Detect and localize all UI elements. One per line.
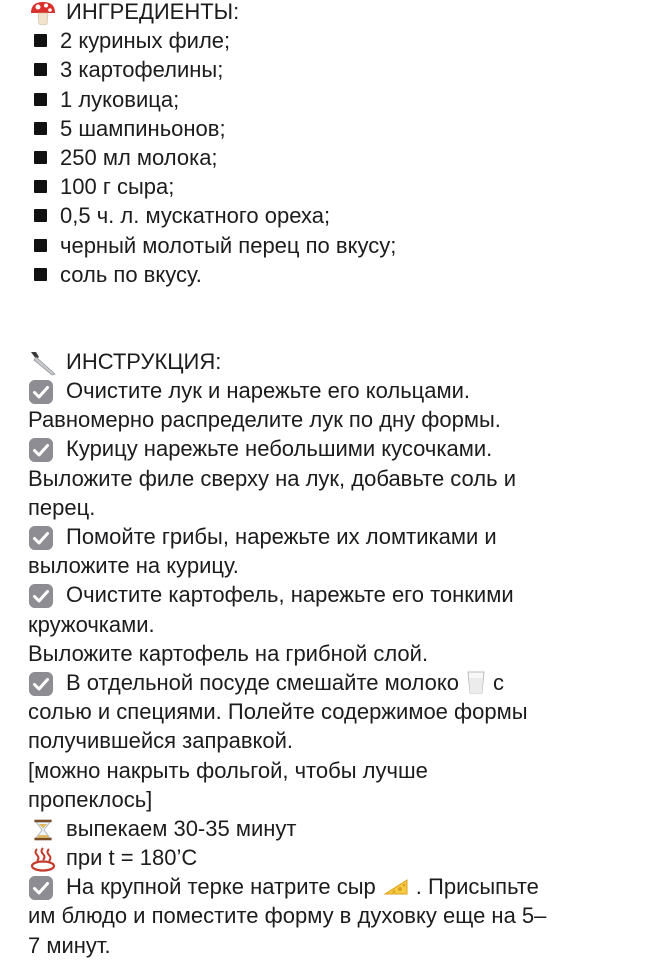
note-line: пропеклось] — [28, 786, 153, 812]
list-item: 250 мл молока; — [0, 143, 648, 172]
step-line: перец. — [28, 494, 96, 520]
step-line: В отдельной посуде смешайте молоко с — [0, 668, 648, 697]
instructions-title: ИНСТРУКЦИЯ: — [66, 348, 222, 374]
section-spacer — [0, 289, 648, 347]
step-line: Очистите картофель, нарежьте его тонкими — [0, 580, 648, 609]
step-line: Равномерно распределите лук по дну формы. — [28, 407, 501, 433]
list-item: 5 шампиньонов; — [0, 114, 648, 143]
ingredients-header — [0, 0, 648, 26]
bullet-square-icon — [34, 209, 47, 222]
list-item: 3 картофелины; — [0, 55, 648, 84]
step-line: выложите на курицу. — [28, 553, 239, 579]
bullet-square-icon — [34, 63, 47, 76]
step-line: получившейся заправкой. — [28, 728, 294, 754]
bullet-square-icon — [34, 180, 47, 193]
step-line: Выложите картофель на грибной слой. — [28, 640, 429, 666]
bake-time-line: выпекаем 30-35 минут — [0, 814, 648, 843]
check-box-icon — [29, 438, 53, 462]
milk-glass-icon — [465, 670, 487, 694]
step-line: Курицу нарежьте небольшими кусочками. — [0, 434, 648, 463]
bullet-square-icon — [34, 268, 47, 281]
instructions-header — [0, 347, 648, 376]
bullet-square-icon — [34, 93, 47, 106]
step-line: Выложите филе сверху на лук, добавьте соль и — [28, 465, 516, 491]
step-line: Помойте грибы, нарежьте их ломтиками и — [0, 522, 648, 551]
step-line: им блюдо и поместите форму в духовку еще на 5– — [28, 903, 547, 929]
step-line: 7 минут. — [28, 932, 111, 958]
list-item: соль по вкусу. — [0, 260, 648, 289]
list-item: черный молотый перец по вкусу; — [0, 231, 648, 260]
list-item: 100 г сыра; — [0, 172, 648, 201]
hot-springs-icon — [29, 846, 57, 872]
check-box-icon — [29, 672, 53, 696]
bullet-square-icon — [34, 151, 47, 164]
bake-temp-line: при t = 180’С — [0, 843, 648, 872]
check-box-icon — [29, 526, 53, 550]
hourglass-icon — [31, 817, 55, 843]
step-line: солью и специями. Полейте содержимое формы — [28, 699, 528, 725]
check-box-icon — [29, 380, 53, 404]
bullet-square-icon — [34, 34, 47, 47]
knife-icon — [29, 350, 57, 376]
note-line: [можно накрыть фольгой, чтобы лучше — [28, 757, 428, 783]
bullet-square-icon — [34, 122, 47, 135]
step-line: На крупной терке натрите сыр . Присыпьте — [0, 872, 648, 901]
mushroom-icon — [29, 0, 57, 26]
list-item: 2 куриных филе; — [0, 26, 648, 55]
ingredients-title: ИНГРЕДИЕНТЫ: — [66, 0, 240, 24]
check-box-icon — [29, 584, 53, 608]
check-box-icon — [29, 876, 53, 900]
list-item: 0,5 ч. л. мускатного ореха; — [0, 201, 648, 230]
bullet-square-icon — [34, 239, 47, 252]
cheese-icon — [382, 874, 410, 898]
step-line: кружочками. — [28, 611, 155, 637]
step-line: Очистите лук и нарежьте его кольцами. — [0, 376, 648, 405]
list-item: 1 луковица; — [0, 85, 648, 114]
